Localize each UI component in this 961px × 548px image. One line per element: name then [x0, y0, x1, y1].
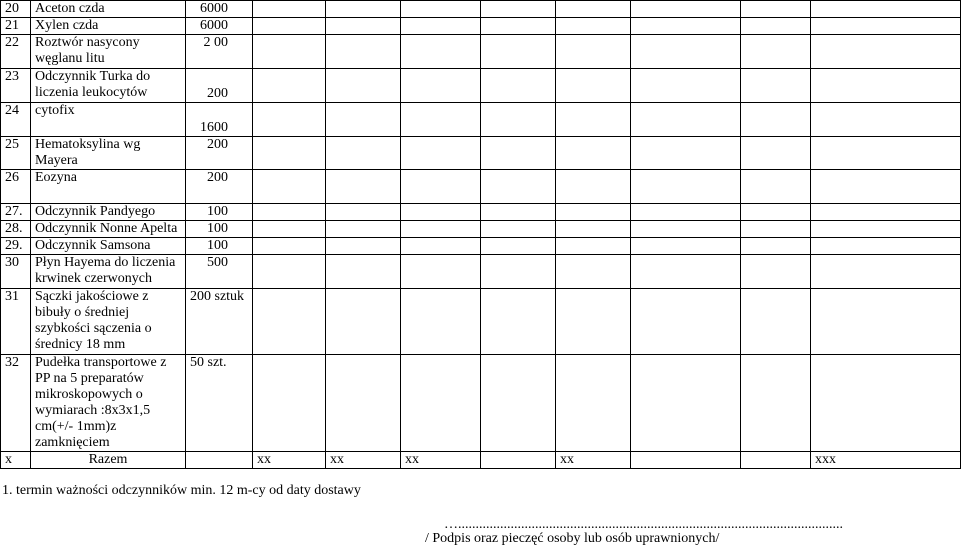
item-quantity: 100 [186, 238, 253, 255]
row-number: 31 [1, 289, 31, 355]
item-quantity: 200 [186, 170, 253, 204]
table-row [1, 18, 961, 35]
item-quantity: 200 sztuk [186, 289, 253, 355]
row-number: 20 [1, 1, 31, 18]
table-row [1, 255, 961, 289]
item-name: Aceton czda [31, 1, 186, 18]
table-row [1, 170, 961, 204]
total-cell: xxx [811, 452, 961, 469]
item-name: Płyn Hayema do liczenia krwinek czerwonych [31, 255, 186, 289]
row-number: 28. [1, 221, 31, 238]
table-row [1, 1, 961, 18]
item-name: Odczynnik Pandyego [31, 204, 186, 221]
item-quantity: 1600 [186, 103, 253, 137]
row-number: 24 [1, 103, 31, 137]
table-row [1, 103, 961, 137]
item-name: Roztwór nasycony węglanu litu [31, 35, 186, 69]
row-number: 23 [1, 69, 31, 103]
table-row [1, 289, 961, 355]
table-row [1, 204, 961, 221]
total-cell: xx [326, 452, 401, 469]
table-row [1, 355, 961, 452]
item-quantity: 6000 [186, 18, 253, 35]
item-quantity: 200 [186, 69, 253, 103]
row-number: 29. [1, 238, 31, 255]
table-row [1, 137, 961, 170]
item-name: Odczynnik Samsona [31, 238, 186, 255]
item-name: Odczynnik Nonne Apelta [31, 221, 186, 238]
item-quantity: 100 [186, 204, 253, 221]
item-quantity: 500 [186, 255, 253, 289]
item-quantity: 200 [186, 137, 253, 170]
table-row [1, 238, 961, 255]
item-quantity: 50 szt. [186, 355, 253, 452]
item-name: Xylen czda [31, 18, 186, 35]
item-name: Odczynnik Turka do liczenia leukocytów [31, 69, 186, 103]
table-row [1, 35, 961, 69]
item-name: Sączki jakościowe z bibuły o średniej szybkości sączenia o średnicy 18 mm [31, 289, 186, 355]
total-cell: xx [556, 452, 631, 469]
item-quantity: 2 00 [186, 35, 253, 69]
row-number: 30 [1, 255, 31, 289]
table-row [1, 221, 961, 238]
row-number: 26 [1, 170, 31, 204]
total-x: x [1, 452, 31, 469]
item-quantity: 6000 [186, 1, 253, 18]
item-name: Pudełka transportowe z PP na 5 preparatów mikroskopowych o wymiarach :8x3x1,5 cm(+/- 1mm)z zamknięciem [31, 355, 186, 452]
item-quantity: 100 [186, 221, 253, 238]
row-number: 21 [1, 18, 31, 35]
total-label: Razem [31, 452, 186, 469]
row-number: 25 [1, 137, 31, 170]
total-cell: xx [253, 452, 326, 469]
total-row [1, 452, 961, 469]
footnote: 1. termin ważności odczynników min. 12 m-cy od daty dostawy [2, 483, 361, 498]
item-name: Eozyna [31, 170, 186, 204]
item-name: Hematoksylina wg Mayera [31, 137, 186, 170]
signature-line: ….............................................................................................................. [444, 517, 843, 532]
item-name: cytofix [31, 103, 186, 137]
row-number: 22 [1, 35, 31, 69]
total-cell: xx [401, 452, 481, 469]
row-number: 32 [1, 355, 31, 452]
table-row [1, 69, 961, 103]
signature-caption: / Podpis oraz pieczęć osoby lub osób uprawnionych/ [425, 531, 720, 546]
row-number: 27. [1, 204, 31, 221]
